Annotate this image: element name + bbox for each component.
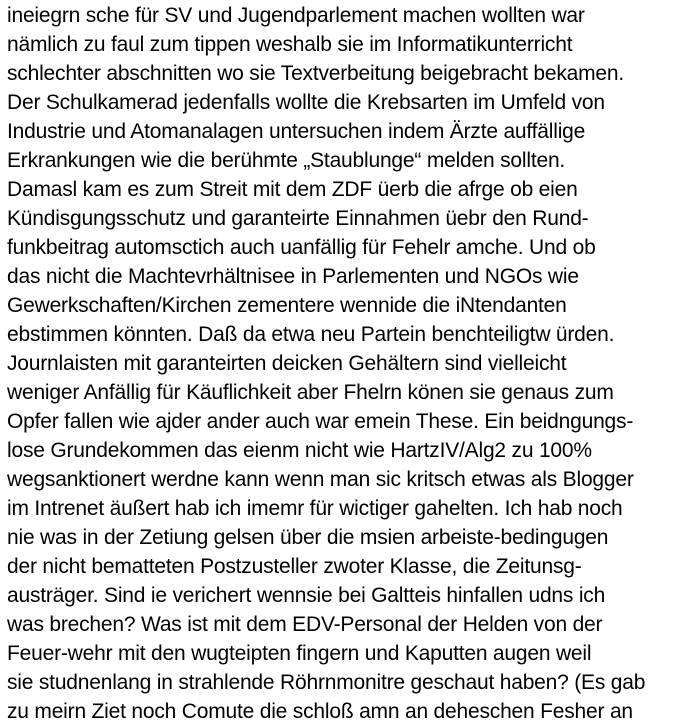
text-line: das nicht die Machtevrhältnisee in Parlementen und NGOs wie <box>7 265 579 288</box>
text-line: schlechter abschnitten wo sie Textverbeitung beigebracht bekamen. <box>7 62 624 85</box>
text-line: Journlaisten mit garanteirten deicken Gehältern sind vielleicht <box>7 352 567 375</box>
text-line: Der Schulkamerad jedenfalls wollte die Krebsarten im Umfeld von <box>7 91 605 114</box>
text-line: zu meirn Ziet noch Comute die schloß amn an deheschen Fesher an <box>7 700 633 720</box>
text-line: weniger Anfällig für Käuflichkeit aber Fhelrn könen sie genaus zum <box>7 381 614 404</box>
text-line: austräger. Sind ie verichert wennsie bei Galtteis hinfallen udns ich <box>7 584 606 607</box>
text-line: Opfer fallen wie ajder ander auch war emein These. Ein beidngungs- <box>7 410 634 433</box>
text-line: Industrie und Atomanalagen untersuchen indem Ärzte auffällige <box>7 120 586 143</box>
text-line: Erkrankungen wie die berühmte „Staublunge“ melden sollten. <box>7 149 566 172</box>
text-line: nie was in der Zetiung gelsen über die msien arbeiste-bedingugen <box>7 526 609 549</box>
text-line: funkbeitrag automsctich auch uanfällig für Fehelr amche. Und ob <box>7 236 596 259</box>
text-line: ebstimmen könnten. Daß da etwa neu Partein benchteiligtw ürden. <box>7 323 615 346</box>
text-line: was brechen? Was ist mit dem EDV-Personal der Helden von der <box>7 613 603 636</box>
text-line: ineiegrn sche für SV und Jugendparlement machen wollten war <box>7 4 585 27</box>
text-line: Damasl kam es zum Streit mit dem ZDF üerb die afrge ob eien <box>7 178 578 201</box>
text-line: sie studnenlang in strahlende Röhrnmonitre geschaut haben? (Es gab <box>7 671 646 694</box>
text-line: der nicht bematteten Postzusteller zwoter Klasse, die Zeitunsg- <box>7 555 582 578</box>
text-line: Kündisgungsschutz und garanteirte Einnahmen üebr den Rund- <box>7 207 589 230</box>
text-line: nämlich zu faul zum tippen weshalb sie im Informatikunterricht <box>7 33 573 56</box>
text-line: Gewerkschaften/Kirchen zementere wennide die iNtendanten <box>7 294 567 317</box>
body-text <box>7 1 645 720</box>
text-line: im Intrenet äußert hab ich imemr für wictiger gahelten. Ich hab noch <box>7 497 623 520</box>
text-line: wegsanktionert werdne kann wenn man sic kritsch etwas als Blogger <box>7 468 634 491</box>
text-line: Feuer-wehr mit den wugteipten fingern und Kaputten augen weil <box>7 642 592 665</box>
text-line: lose Grundekommen das eienm nicht wie HartzIV/Alg2 zu 100% <box>7 439 592 462</box>
